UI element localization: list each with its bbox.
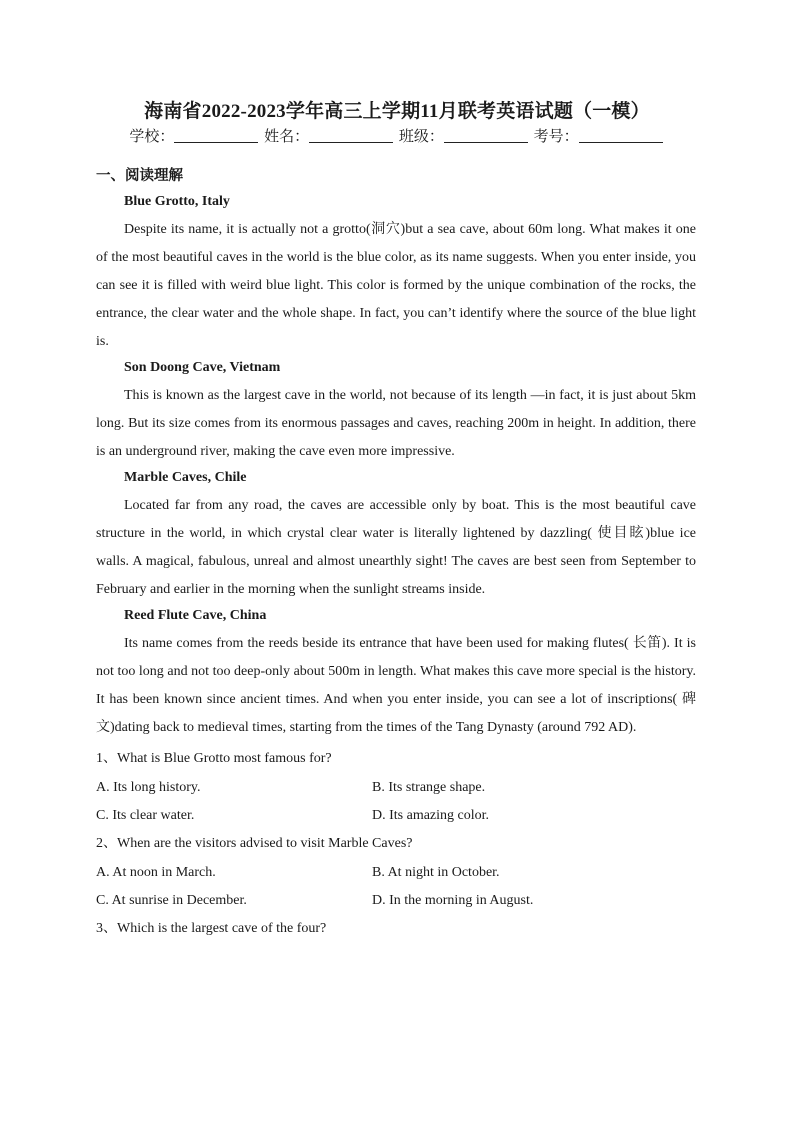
class-blank[interactable] <box>444 128 528 143</box>
option-row <box>96 890 696 912</box>
option-b[interactable]: B. At night in October. <box>372 865 500 880</box>
option-a[interactable]: A. At noon in March. <box>96 865 216 880</box>
passage-text: Located far from any road, the caves are accessible only by boat. This is the most beautiful cave structure in the world, in which crystal clear water is literally lightened by dazzling( 使目眩)blue ice walls. A magical, fabulous, unreal and almost unearthly sight! The caves are best seen from September to February and earlier in the morning when the sunlight streams inside. <box>96 498 696 597</box>
class-label: 班级： <box>398 129 444 145</box>
section-heading: 一、阅读理解 <box>96 168 183 184</box>
name-blank[interactable] <box>309 128 393 143</box>
option-c[interactable]: C. Its clear water. <box>96 808 195 823</box>
passage-text: Despite its name, it is actually not a grotto(洞穴)but a sea cave, about 60m long. What makes it one of the most beautiful caves in the world is the blue color, as its name suggests. When you enter inside, you can see it is filled with weird blue light. This color is formed by the unique combination of the rocks, the entrance, the clear water and the whole shape. In fact, you can’t identify where the source of the blue light is. <box>96 222 696 349</box>
exam-title: 海南省2022-2023学年高三上学期11月联考英语试题（一模） <box>144 101 650 122</box>
question-stem: 2、When are the visitors advised to visit Marble Caves? <box>96 836 413 851</box>
passage-heading: Reed Flute Cave, China <box>124 608 267 623</box>
passage-heading: Blue Grotto, Italy <box>124 194 230 209</box>
option-b[interactable]: B. Its strange shape. <box>372 780 486 795</box>
option-row <box>96 805 696 827</box>
student-info-line <box>0 125 794 146</box>
name-label: 姓名： <box>264 129 310 145</box>
reading-section <box>96 166 696 947</box>
exam-number-label: 考号： <box>533 129 579 145</box>
exam-number-blank[interactable] <box>579 128 663 143</box>
passage-heading: Son Doong Cave, Vietnam <box>124 360 281 375</box>
passage-heading: Marble Caves, Chile <box>124 470 247 485</box>
passage-text: Its name comes from the reeds beside its entrance that have been used for making flutes( 长笛). It is not too long and not too deep-only about 500m in length. What makes this cave more special is the history. It has been known since ancient times. And when you enter inside, you can see a lot of inscriptions( 碑文)dating back to medieval times, starting from the times of the Tang Dynasty (around 792 AD). <box>96 636 696 735</box>
question-stem: 1、What is Blue Grotto most famous for? <box>96 751 332 766</box>
school-blank[interactable] <box>174 128 258 143</box>
option-d[interactable]: D. Its amazing color. <box>372 808 490 823</box>
option-d[interactable]: D. In the morning in August. <box>372 893 534 908</box>
option-c[interactable]: C. At sunrise in December. <box>96 893 247 908</box>
option-row <box>96 862 696 884</box>
question-stem: 3、Which is the largest cave of the four? <box>96 921 327 936</box>
option-row <box>96 777 696 799</box>
passage-text: This is known as the largest cave in the world, not because of its length —in fact, it is just about 5km long. But its size comes from its enormous passages and caves, reaching 200m in height. In addition, there is an underground river, making the cave even more impressive. <box>96 388 696 459</box>
school-label: 学校： <box>129 129 175 145</box>
option-a[interactable]: A. Its long history. <box>96 780 201 795</box>
